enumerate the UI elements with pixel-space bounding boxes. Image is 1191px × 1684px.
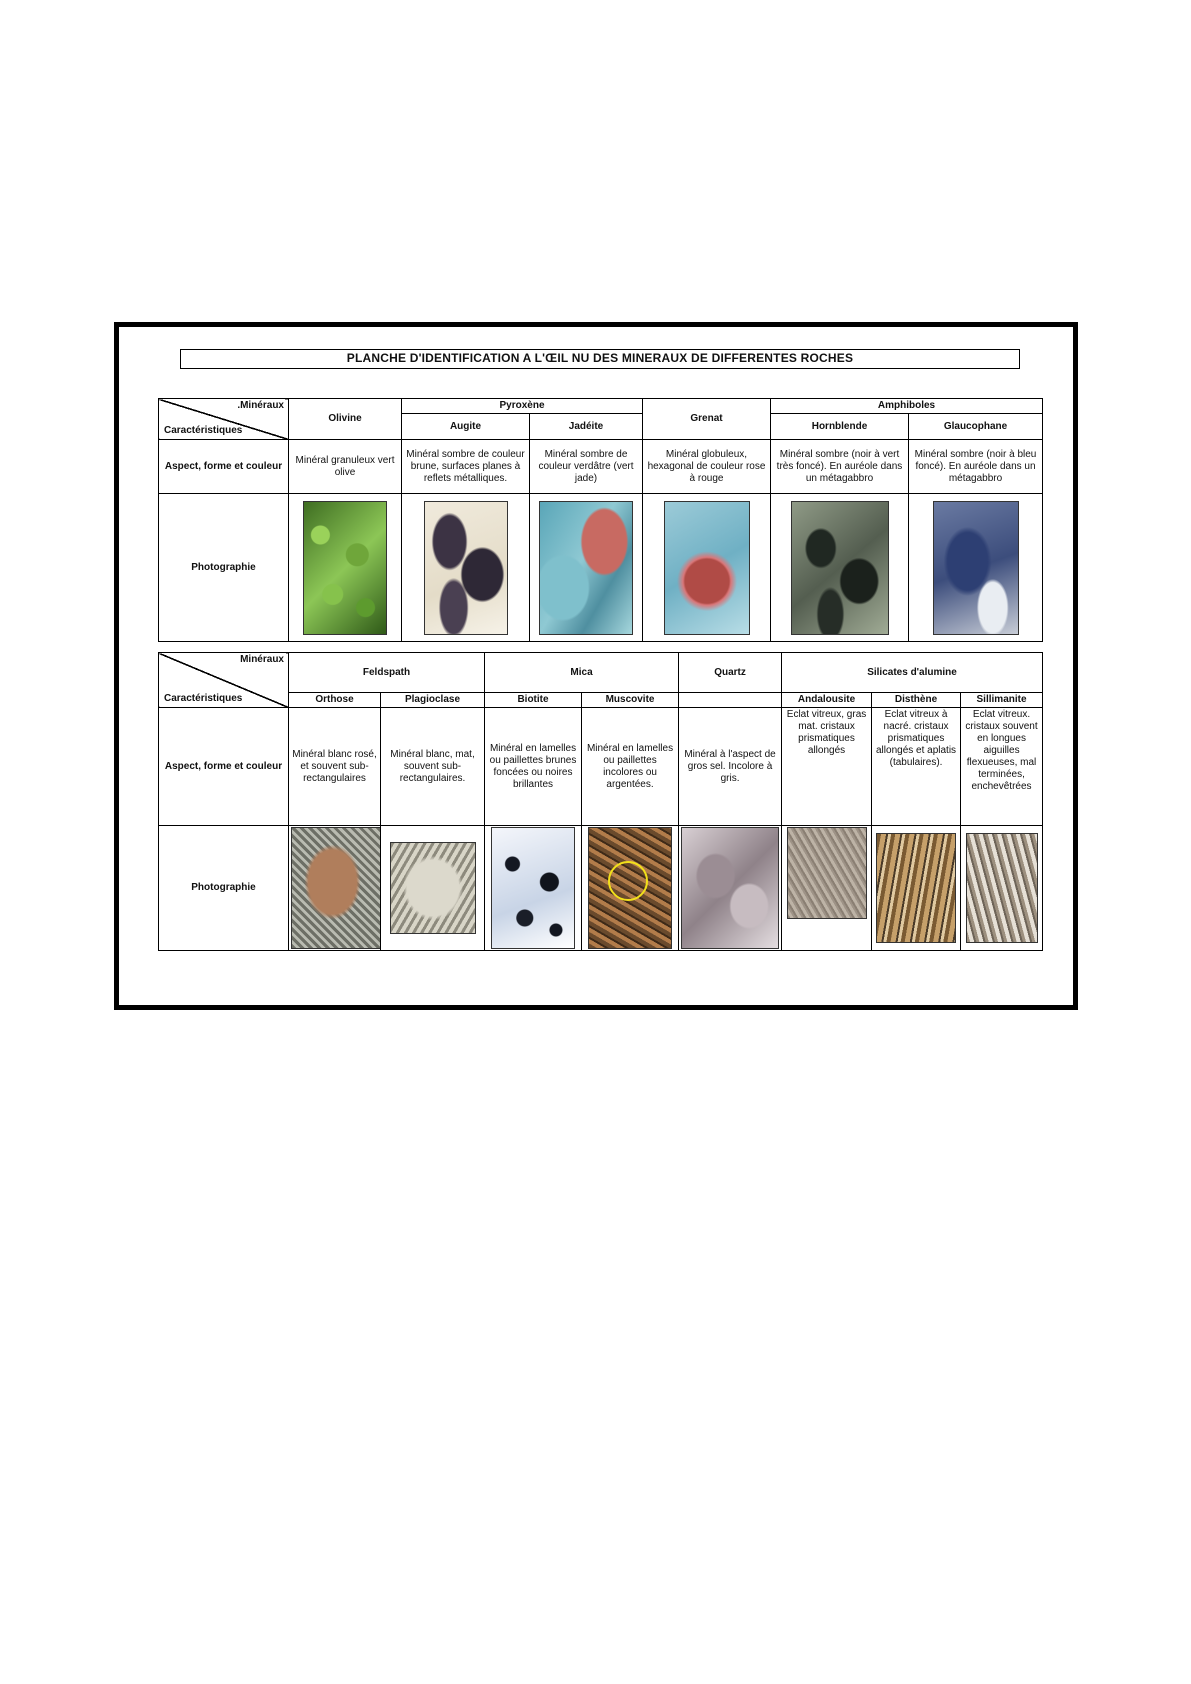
corner-label-minerals: .Minéraux	[237, 400, 284, 411]
desc-quartz: Minéral à l'aspect de gros sel. Incolore à gris.	[679, 708, 782, 826]
header-glaucophane: Glaucophane	[909, 414, 1043, 440]
group-pyroxene: Pyroxène	[402, 399, 643, 414]
orthose-photo	[291, 827, 381, 949]
photo-cell-olivine	[289, 494, 402, 642]
group-silicates: Silicates d'alumine	[782, 653, 1043, 693]
minerals-table-2	[158, 652, 1043, 951]
header-andalousite: Andalousite	[782, 693, 872, 708]
photo-cell-augite	[402, 494, 530, 642]
header-quartz-empty	[679, 693, 782, 708]
desc-orthose: Minéral blanc rosé, et souvent sub-rectangulaires	[289, 708, 381, 826]
table-corner-cell	[159, 653, 289, 708]
header-augite: Augite	[402, 414, 530, 440]
photo-cell-hornblende	[771, 494, 909, 642]
disthene-photo	[876, 833, 956, 943]
group-feldspath: Feldspath	[289, 653, 485, 693]
highlight-circle-icon	[608, 861, 648, 901]
header-muscovite: Muscovite	[582, 693, 679, 708]
corner-label-characteristics: Caractéristiques	[164, 425, 243, 436]
desc-sillimanite: Eclat vitreux. cristaux souvent en longues aiguilles flexueuses, mal terminées, enchevêtrées	[961, 708, 1043, 826]
desc-andalousite: Eclat vitreux, gras mat. cristaux prismatiques allongés	[782, 708, 872, 826]
desc-glaucophane: Minéral sombre (noir à bleu foncé). En auréole dans un métagabbro	[909, 440, 1043, 494]
biotite-photo	[491, 827, 575, 949]
header-plagioclase: Plagioclase	[381, 693, 485, 708]
header-sillimanite: Sillimanite	[961, 693, 1043, 708]
group-quartz: Quartz	[679, 653, 782, 693]
jadeite-photo	[539, 501, 633, 635]
header-hornblende: Hornblende	[771, 414, 909, 440]
desc-plagioclase: Minéral blanc, mat, souvent sub-rectangulaires.	[381, 708, 485, 826]
minerals-table-1	[158, 398, 1043, 642]
header-biotite: Biotite	[485, 693, 582, 708]
photo-cell-glaucophane	[909, 494, 1043, 642]
header-grenat: Grenat	[643, 399, 771, 440]
quartz-photo	[681, 827, 779, 949]
desc-muscovite: Minéral en lamelles ou paillettes incolores ou argentées.	[582, 708, 679, 826]
row-label-photo: Photographie	[159, 494, 289, 642]
photo-cell-sillimanite	[961, 826, 1043, 951]
header-olivine: Olivine	[289, 399, 402, 440]
desc-olivine: Minéral granuleux vert olive	[289, 440, 402, 494]
grenat-photo	[664, 501, 750, 635]
row-label-photo: Photographie	[159, 826, 289, 951]
photo-cell-biotite	[485, 826, 582, 951]
group-mica: Mica	[485, 653, 679, 693]
hornblende-photo	[791, 501, 889, 635]
photo-cell-andalousite	[782, 826, 872, 951]
header-jadeite: Jadéite	[530, 414, 643, 440]
glaucophane-photo	[933, 501, 1019, 635]
augite-photo	[424, 501, 508, 635]
photo-cell-plagioclase	[381, 826, 485, 951]
photo-cell-orthose	[289, 826, 381, 951]
desc-disthene: Eclat vitreux à nacré. cristaux prismatiques allongés et aplatis (tabulaires).	[872, 708, 961, 826]
sillimanite-photo	[966, 833, 1038, 943]
page-title: PLANCHE D'IDENTIFICATION A L'ŒIL NU DES MINERAUX DE DIFFERENTES ROCHES	[180, 349, 1020, 369]
group-amphiboles: Amphiboles	[771, 399, 1043, 414]
andalousite-photo	[787, 827, 867, 919]
photo-cell-muscovite	[582, 826, 679, 951]
photo-cell-disthene	[872, 826, 961, 951]
muscovite-photo	[588, 827, 672, 949]
desc-hornblende: Minéral sombre (noir à vert très foncé). En auréole dans un métagabbro	[771, 440, 909, 494]
corner-label-minerals: Minéraux	[240, 654, 284, 665]
header-orthose: Orthose	[289, 693, 381, 708]
row-label-aspect: Aspect, forme et couleur	[159, 440, 289, 494]
desc-augite: Minéral sombre de couleur brune, surfaces planes à reflets métalliques.	[402, 440, 530, 494]
table-corner-cell	[159, 399, 289, 440]
desc-grenat: Minéral globuleux, hexagonal de couleur rose à rouge	[643, 440, 771, 494]
photo-cell-quartz	[679, 826, 782, 951]
corner-label-characteristics: Caractéristiques	[164, 693, 243, 704]
desc-jadeite: Minéral sombre de couleur verdâtre (vert jade)	[530, 440, 643, 494]
desc-biotite: Minéral en lamelles ou paillettes brunes foncées ou noires brillantes	[485, 708, 582, 826]
plagioclase-photo	[390, 842, 476, 934]
row-label-aspect: Aspect, forme et couleur	[159, 708, 289, 826]
olivine-photo	[303, 501, 387, 635]
header-disthene: Disthène	[872, 693, 961, 708]
photo-cell-jadeite	[530, 494, 643, 642]
photo-cell-grenat	[643, 494, 771, 642]
